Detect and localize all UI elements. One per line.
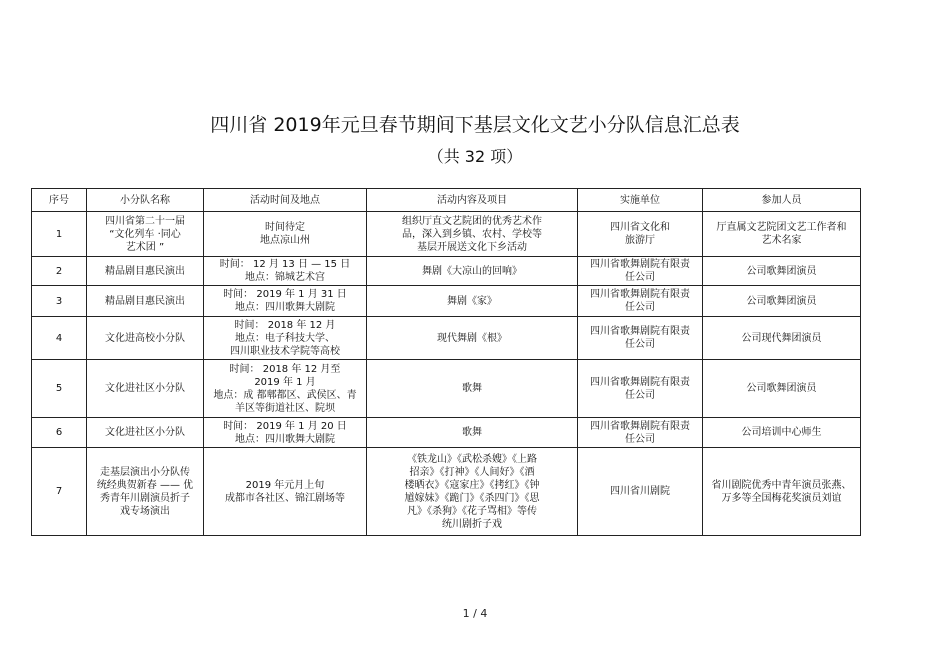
page-number: 1 / 4 xyxy=(462,607,488,620)
cell-time-place: 2019 年元月上旬 成都市各社区、锦江剧场等 xyxy=(204,448,367,536)
cell-people: 厅直属文艺院团文艺工作者和 艺术名家 xyxy=(703,212,861,257)
cell-time-place: 时间： 2019 年 1 月 31 日 地点：四川歌舞大剧院 xyxy=(204,286,367,317)
cell-index: 4 xyxy=(32,317,87,360)
cell-content: 歌舞 xyxy=(367,418,578,448)
cell-team-name: 文化进高校小分队 xyxy=(87,317,204,360)
table-row xyxy=(32,418,861,448)
cell-index: 3 xyxy=(32,286,87,317)
cell-index: 6 xyxy=(32,418,87,448)
table-header-row xyxy=(32,189,861,212)
cell-time-place: 时间待定 地点凉山州 xyxy=(204,212,367,257)
cell-unit: 四川省歌舞剧院有限责 任公司 xyxy=(578,286,703,317)
cell-time-place: 时间： 12 月 13 日 — 15 日 地点：锦城艺术宫 xyxy=(204,257,367,286)
table-row xyxy=(32,317,861,360)
cell-content: 现代舞剧《根》 xyxy=(367,317,578,360)
header-time-place: 活动时间及地点 xyxy=(204,189,367,212)
table-row xyxy=(32,212,861,257)
cell-time-place: 时间： 2018 年 12 月 地点：电子科技大学、 四川职业技术学院等高校 xyxy=(204,317,367,360)
cell-time-place: 时间： 2019 年 1 月 20 日 地点：四川歌舞大剧院 xyxy=(204,418,367,448)
cell-people: 公司歌舞团演员 xyxy=(703,286,861,317)
cell-index: 1 xyxy=(32,212,87,257)
cell-team-name: 精品剧目惠民演出 xyxy=(87,257,204,286)
header-unit: 实施单位 xyxy=(578,189,703,212)
cell-team-name: 走基层演出小分队传 统经典贺新春 —— 优 秀青年川剧演员折子 戏专场演出 xyxy=(87,448,204,536)
cell-time-place: 时间： 2018 年 12 月至 2019 年 1 月 地点：成 都郫都区、武侯区、青 羊区等街道社区、院坝 xyxy=(204,360,367,418)
cell-team-name: 文化进社区小分队 xyxy=(87,360,204,418)
table-row xyxy=(32,360,861,418)
cell-content: 组织厅直文艺院团的优秀艺术作 品，深入到乡镇、农村、学校等 基层开展送文化下乡活动 xyxy=(367,212,578,257)
cell-unit: 四川省歌舞剧院有限责 任公司 xyxy=(578,317,703,360)
cell-team-name: 四川省第二十一届 “文化列车 ·同心 艺术团 ” xyxy=(87,212,204,257)
header-team-name: 小分队名称 xyxy=(87,189,204,212)
header-content: 活动内容及项目 xyxy=(367,189,578,212)
header-index: 序号 xyxy=(32,189,87,212)
cell-unit: 四川省歌舞剧院有限责 任公司 xyxy=(578,360,703,418)
cell-team-name: 精品剧目惠民演出 xyxy=(87,286,204,317)
table-body xyxy=(32,212,861,536)
cell-index: 2 xyxy=(32,257,87,286)
cell-unit: 四川省歌舞剧院有限责 任公司 xyxy=(578,257,703,286)
cell-unit: 四川省川剧院 xyxy=(578,448,703,536)
cell-team-name: 文化进社区小分队 xyxy=(87,418,204,448)
cell-unit: 四川省歌舞剧院有限责 任公司 xyxy=(578,418,703,448)
cell-content: 舞剧《家》 xyxy=(367,286,578,317)
table-row xyxy=(32,257,861,286)
cell-content: 舞剧《大凉山的回响》 xyxy=(367,257,578,286)
cell-index: 7 xyxy=(32,448,87,536)
cell-people: 省川剧院优秀中青年演员张燕、 万多等全国梅花奖演员刘谊 xyxy=(703,448,861,536)
cell-content: 歌舞 xyxy=(367,360,578,418)
table-row xyxy=(32,448,861,536)
cell-content: 《铁龙山》《武松杀嫂》《上路 招亲》《打神》《人间好》《酒 楼晒衣》《寇家庄》《拷红》《钟 馗嫁妹》《跪门》《杀四门》《思 凡》《杀狗》《花子骂相》等传 统川剧折子戏 xyxy=(367,448,578,536)
cell-people: 公司歌舞团演员 xyxy=(703,257,861,286)
cell-people: 公司现代舞团演员 xyxy=(703,317,861,360)
cell-people: 公司培训中心师生 xyxy=(703,418,861,448)
header-people: 参加人员 xyxy=(703,189,861,212)
summary-table xyxy=(31,188,861,536)
cell-index: 5 xyxy=(32,360,87,418)
cell-unit: 四川省文化和 旅游厅 xyxy=(578,212,703,257)
document-subtitle: （共 32 项） xyxy=(427,147,523,166)
document-title: 四川省 2019年元旦春节期间下基层文化文艺小分队信息汇总表 xyxy=(210,114,740,136)
table-row xyxy=(32,286,861,317)
cell-people: 公司歌舞团演员 xyxy=(703,360,861,418)
